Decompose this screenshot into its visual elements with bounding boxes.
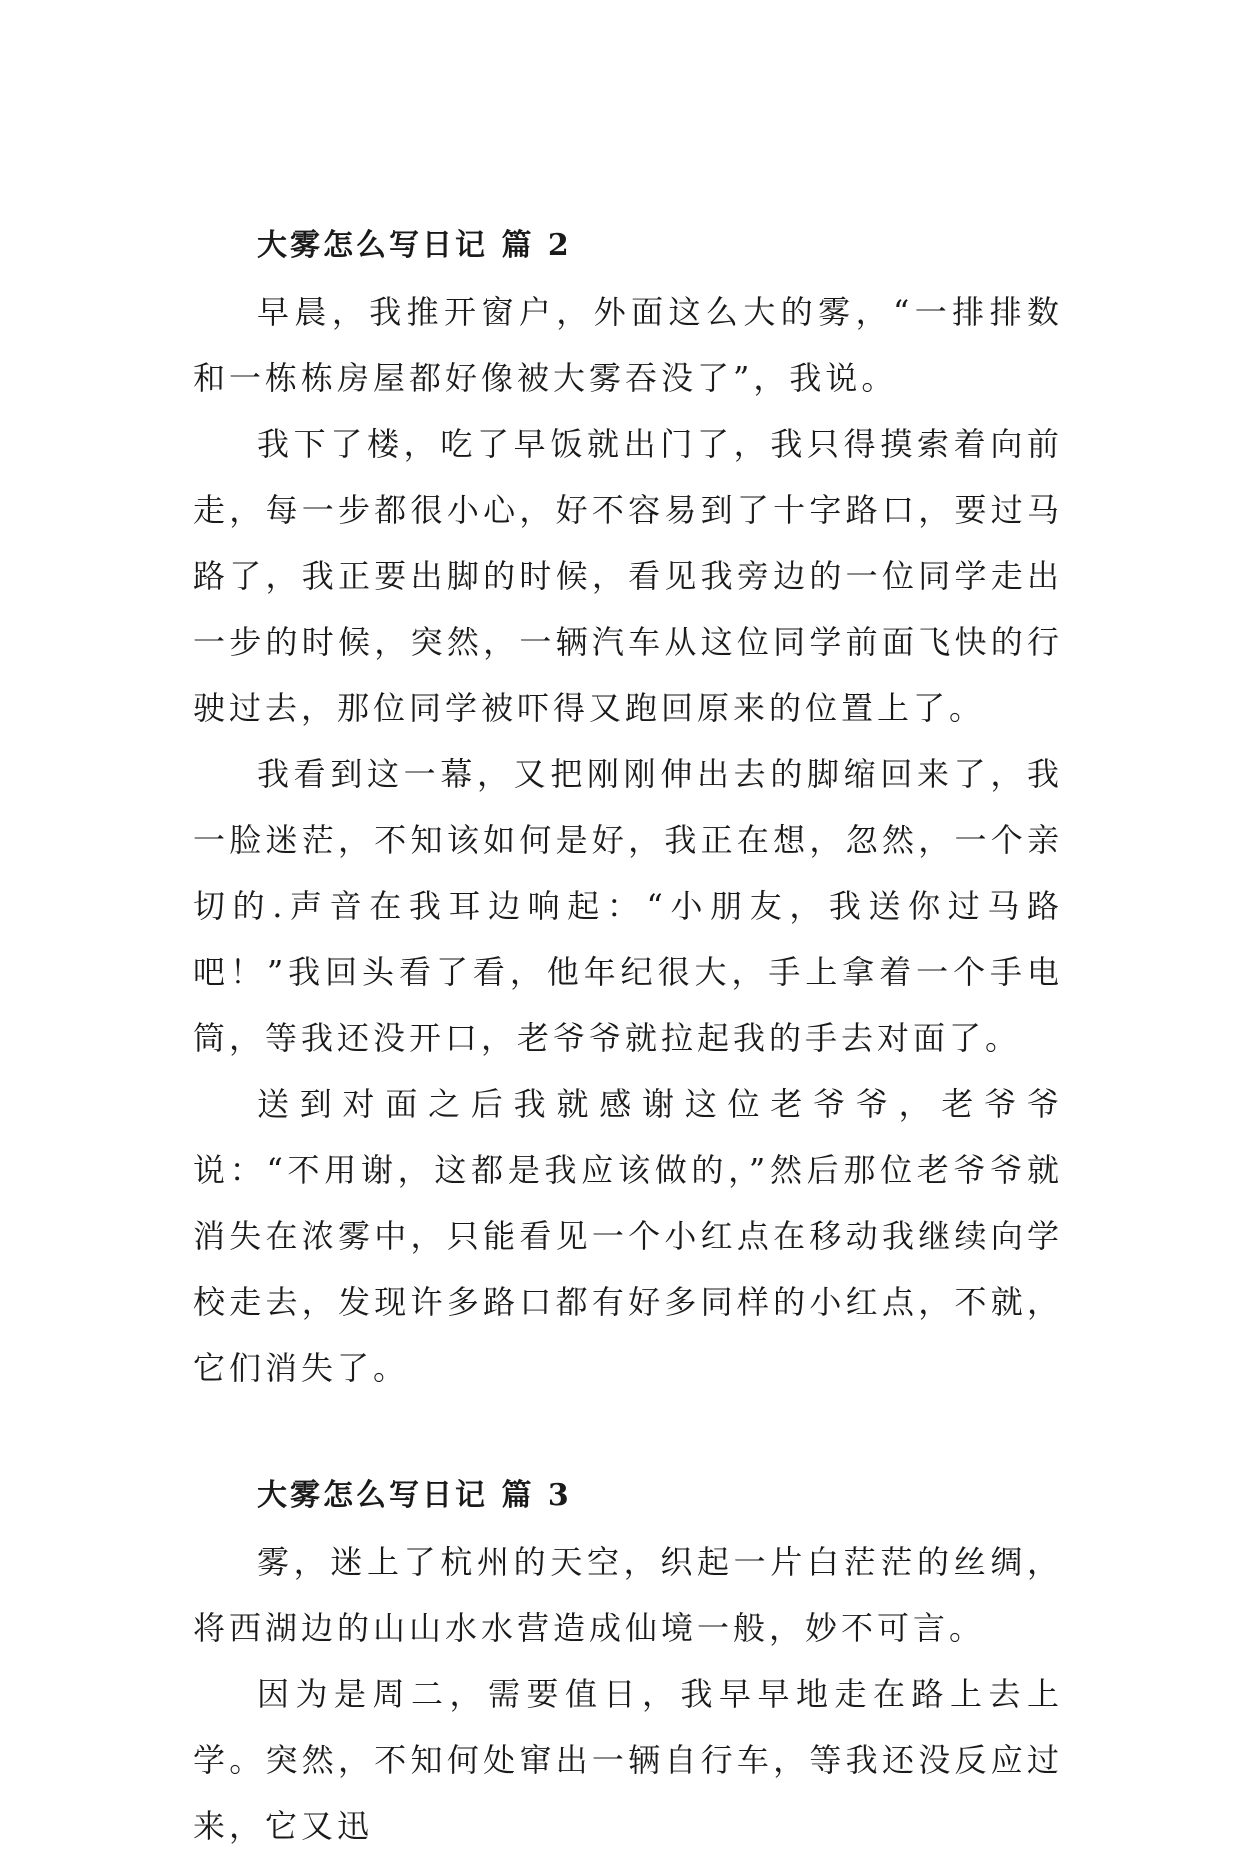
paragraph: 因为是周二，需要值日，我早早地走在路上去上学。突然，不知何处窜出一辆自行车，等我还没反应过来，它又迅: [193, 1675, 1063, 1845]
section-title: 大雾怎么写日记 篇 2: [257, 228, 572, 263]
paragraph: 送到对面之后我就感谢这位老爷爷，老爷爷说：“不用谢，这都是我应该做的，”然后那位老爷爷就消失在浓雾中，只能看见一个小红点在移动我继续向学校走去，发现许多路口都有好多同样的小红点，不就，它们消失了。: [193, 1085, 1063, 1387]
document-page: [193, 213, 1063, 1859]
paragraph: 早晨，我推开窗户，外面这么大的雾，“一排排数和一栋栋房屋都好像被大雾吞没了”，我说。: [193, 293, 1063, 397]
paragraph: 我下了楼，吃了早饭就出门了，我只得摸索着向前走，每一步都很小心，好不容易到了十字路口，要过马路了，我正要出脚的时候，看见我旁边的一位同学走出一步的时候，突然，一辆汽车从这位同学前面飞快的行驶过去，那位同学被吓得又跑回原来的位置上了。: [193, 425, 1063, 727]
section-title: 大雾怎么写日记 篇 3: [257, 1478, 572, 1513]
section-spacer: [193, 1401, 1063, 1463]
paragraph: 我看到这一幕，又把刚刚伸出去的脚缩回来了，我一脸迷茫，不知该如何是好，我正在想，忽然，一个亲切的.声音在我耳边响起：“小朋友，我送你过马路吧！”我回头看了看，他年纪很大，手上拿着一个手电筒，等我还没开口，老爷爷就拉起我的手去对面了。: [193, 755, 1063, 1057]
paragraph: 雾，迷上了杭州的天空，织起一片白茫茫的丝绸，将西湖边的山山水水营造成仙境一般，妙不可言。: [193, 1543, 1063, 1647]
